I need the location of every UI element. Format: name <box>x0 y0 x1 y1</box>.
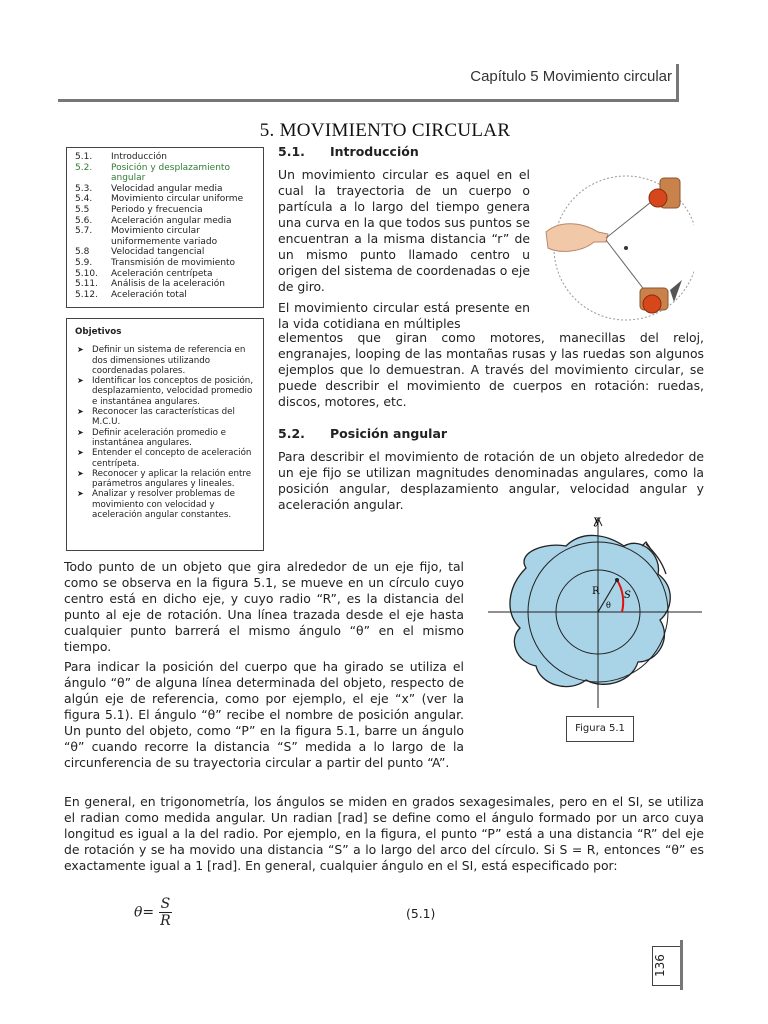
toc-item <box>75 279 257 290</box>
intro-paragraph-2a: El movimiento circular está presente en la vida cotidiana en múltiples <box>278 300 530 331</box>
toc-item <box>75 269 257 280</box>
toc-item-text: Periodo y frecuencia <box>111 204 203 215</box>
objectives-title: Objetivos <box>75 327 122 337</box>
toc-item-number: 5.9. <box>75 257 93 268</box>
toc-list <box>75 152 257 300</box>
objectives-box <box>66 318 264 551</box>
position-paragraph-3: Para indicar la posición del cuerpo que ha girado se utiliza el ángulo “θ” de alguna línea determinada del objeto, respecto de algún eje de referencia, como por ejemplo, el eje “x” (ver la figura 5.1). El ángulo “θ” recibe el nombre de posición angular. Un punto del objeto, como “P” en la figura 5.1, barre un ángulo “θ” cuando recorre la distancia “S” medida a lo largo de la circunferencia de su trayectoria circular a partir del punto “A”. <box>64 659 464 770</box>
section-title: Posición angular <box>330 426 448 441</box>
toc-box <box>66 147 264 308</box>
toc-item-text: Velocidad tangencial <box>111 247 205 258</box>
toc-item-number: 5.12. <box>75 289 98 300</box>
toc-item-text: Introducción <box>111 152 167 162</box>
section-number: 5.1. <box>278 144 305 159</box>
toc-item-number: 5.11. <box>75 279 98 290</box>
axis-y-label: y <box>594 513 601 527</box>
toc-item <box>75 205 257 216</box>
equation-number: (5.1) <box>406 906 436 921</box>
label-theta: θ <box>606 601 611 610</box>
toc-item-text: Aceleración centrípeta <box>111 268 213 279</box>
chapter-title: 5. MOVIMIENTO CIRCULAR <box>259 120 511 141</box>
toc-item-text: Aceleración angular media <box>111 215 232 226</box>
ball-top <box>649 189 667 207</box>
section-title: Introducción <box>330 144 419 159</box>
toc-item <box>75 226 257 247</box>
ball-bottom <box>643 295 661 313</box>
formula-lhs: θ= <box>134 904 155 921</box>
section-heading-5-1 <box>278 144 419 159</box>
header-vertical-rule <box>676 64 679 102</box>
objective-item: ➤ Identificar los conceptos de posición, desplazamiento, velocidad promedio e instantánea angulares. <box>75 376 257 407</box>
formula-denominator: R <box>160 913 171 929</box>
toc-item <box>75 152 257 163</box>
objective-item: ➤ Definir aceleración promedio e instantánea angulares. <box>75 428 257 449</box>
position-paragraph-4: En general, en trigonometría, los ángulos se miden en grados sexagesimales, pero en el SI, se utiliza el radian como medida angular. Un radian [rad] se define como el ángulo formado por un arco cuya longitud es igual a la del radio. Por ejemplo, en la figura, el punto “P” está a una distancia “R” del eje de rotación y se ha movido una distancia “S” a lo largo del arco del círculo. Si S = R, entonces “θ” es exactamente igual a 1 [rad]. En general, cualquier ángulo en el SI, está especificado por: <box>64 794 704 873</box>
toc-item-text: Velocidad angular media <box>111 183 223 194</box>
toc-item-number: 5.6. <box>75 215 93 226</box>
toc-item <box>75 216 257 227</box>
position-paragraph-2: Todo punto de un objeto que gira alrededor de un eje fijo, tal como se observa en la figura 5.1, se mueve en un círculo cuyo centro está en dicho eje, y cuyo radio “R”, es la distancia del punto al eje de rotación. Una línea trazada desde el eje hasta cualquier punto barrerá el mismo ángulo “θ” en el mismo tiempo. <box>64 559 464 654</box>
objective-item: ➤ Entender el concepto de aceleración centrípeta. <box>75 448 257 469</box>
toc-item <box>75 258 257 269</box>
toc-item-number: 5.2. <box>75 162 93 173</box>
toc-item-number: 5.4. <box>75 194 93 205</box>
running-header: Capítulo 5 Movimiento circular <box>470 68 672 85</box>
label-r: R <box>592 586 600 597</box>
figure-5-1-diagram <box>486 512 706 712</box>
toc-item-text: Posición y desplazamiento angular <box>111 162 230 184</box>
page-vertical-rule <box>680 940 683 990</box>
section-heading-5-2 <box>278 426 447 441</box>
toc-item <box>75 247 257 258</box>
intro-paragraph-1: Un movimiento circular es aquel en el cual la trayectoria de un cuerpo o partícula a lo largo del tiempo genera una curva en la que todos sus puntos se encuentran a la misma distancia “r” de un mismo punto llamado centro u origen del sistema de coordenadas o eje de giro. <box>278 167 530 294</box>
label-s: S <box>624 590 631 601</box>
page-number: 136 <box>653 954 667 978</box>
toc-item-number: 5.8 <box>75 247 90 258</box>
intro-paragraph-2b: elementos que giran como motores, manecillas del reloj, engranajes, looping de las montañas rusas y las ruedas son algunos ejemplos que lo demuestran. A través del movimiento circular, se puede describir el movimiento de cuerpos en rotación: ruedas, discos, motores, etc. <box>278 330 704 409</box>
toc-item-number: 5.1. <box>75 152 93 162</box>
objective-item: ➤ Definir un sistema de referencia en dos dimensiones utilizando coordenadas polares. <box>75 345 257 376</box>
formula-5-1 <box>134 896 172 929</box>
toc-item-number: 5.10. <box>75 268 98 279</box>
objectives-list <box>75 345 257 520</box>
toc-item <box>75 163 257 184</box>
toc-item-number: 5.5 <box>75 204 90 215</box>
formula-numerator: S <box>160 896 171 912</box>
figure-caption: Figura 5.1 <box>566 716 634 742</box>
toc-item-text: Análisis de la aceleración <box>111 279 226 290</box>
toc-item-number: 5.3. <box>75 183 93 194</box>
section-number: 5.2. <box>278 426 305 441</box>
toc-item <box>75 194 257 205</box>
toc-item <box>75 290 257 301</box>
objective-item: ➤ Analizar y resolver problemas de movimiento con velocidad y aceleración angular constantes. <box>75 489 257 520</box>
toc-item-number: 5.7. <box>75 226 93 237</box>
objective-item: ➤ Reconocer y aplicar la relación entre parámetros angulares y lineales. <box>75 469 257 490</box>
rotating-balls-illustration <box>542 170 694 330</box>
position-paragraph-1: Para describir el movimiento de rotación de un objeto alrededor de un eje fijo se utilizan magnitudes denominadas angulares, como la posición angular, desplazamiento angular, velocidad angular y aceleración angular. <box>278 449 704 512</box>
toc-item <box>75 184 257 195</box>
objective-item: ➤ Reconocer las características del M.C.U. <box>75 407 257 428</box>
toc-item-text: Transmisión de movimiento <box>111 257 236 268</box>
formula-fraction <box>159 896 173 929</box>
toc-item-text: Aceleración total <box>111 289 187 300</box>
rotating-object-shape <box>510 535 670 686</box>
header-rule <box>58 99 678 102</box>
toc-item-text: Movimiento circular uniforme <box>111 194 244 205</box>
toc-item-text: Movimiento circular uniformemente variado <box>111 226 218 247</box>
rotation-arrow-icon <box>670 280 682 302</box>
hand-icon <box>546 224 608 252</box>
